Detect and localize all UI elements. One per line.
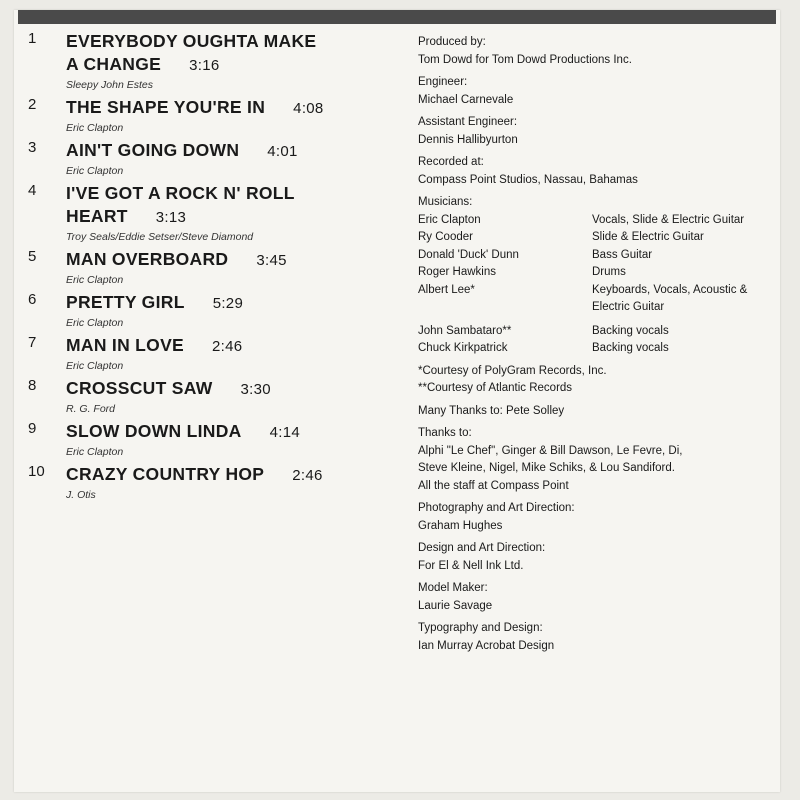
- credit-value: Tom Dowd for Tom Dowd Productions Inc.: [418, 53, 632, 66]
- musician-role: Vocals, Slide & Electric Guitar: [592, 213, 745, 226]
- track-item: [24, 139, 404, 178]
- track-duration: 3:16: [189, 57, 220, 74]
- musician-role: Backing vocals: [592, 324, 669, 337]
- musician-name: Albert Lee*: [418, 283, 475, 296]
- track-writer: Eric Clapton: [66, 122, 124, 134]
- track-writer: Eric Clapton: [66, 165, 124, 177]
- musician-role: Bass Guitar: [592, 248, 653, 261]
- track-title: THE SHAPE YOU'RE IN: [66, 97, 266, 117]
- credit-typography: [418, 620, 778, 655]
- musician-role: Backing vocals: [592, 342, 669, 354]
- track-writer: Sleepy John Estes: [66, 79, 153, 91]
- track-title-row: [24, 334, 404, 358]
- musician-name: Eric Clapton: [418, 213, 481, 226]
- track-writer: Eric Clapton: [66, 360, 124, 372]
- credit-label: Photography and Art Direction:: [418, 502, 575, 514]
- track-title-line2: HEART: [66, 206, 128, 226]
- track-title: CRAZY COUNTRY HOP: [66, 464, 265, 484]
- thanks-line: Steve Kleine, Nigel, Mike Schiks, & Lou Sandiford.: [418, 462, 675, 474]
- musician-name: Roger Hawkins: [418, 266, 496, 278]
- track-item: [24, 377, 404, 416]
- thanks-line: All the staff at Compass Point: [418, 479, 569, 492]
- track-title: PRETTY GIRL: [66, 292, 185, 312]
- credit-value: For El & Nell Ink Ltd.: [418, 559, 524, 572]
- musicians-list: [418, 212, 778, 358]
- track-title-line2: A CHANGE: [66, 54, 162, 74]
- track-number: 10: [28, 463, 45, 480]
- track-title-cont: [24, 205, 404, 229]
- credit-label: Engineer:: [418, 76, 468, 88]
- credit-value: Michael Carnevale: [418, 93, 514, 106]
- credit-produced: [418, 34, 778, 69]
- credit-model-maker: [418, 580, 778, 615]
- track-duration: 4:08: [293, 100, 324, 117]
- track-writer: Eric Clapton: [66, 317, 124, 329]
- track-title-row: [24, 139, 404, 163]
- track-number: 8: [28, 377, 37, 394]
- musician-role: Electric Guitar: [592, 301, 665, 313]
- many-thanks-text: Many Thanks to: Pete Solley: [418, 404, 565, 417]
- track-title: MAN IN LOVE: [66, 335, 185, 355]
- credit-value: Compass Point Studios, Nassau, Bahamas: [418, 173, 638, 186]
- credit-label: Assistant Engineer:: [418, 116, 518, 128]
- track-item: [24, 463, 404, 502]
- track-number: 4: [28, 182, 37, 199]
- track-title-cont: [24, 53, 404, 77]
- track-item: [24, 420, 404, 459]
- credits-column: [418, 34, 778, 660]
- track-number: 9: [28, 420, 37, 437]
- track-title: SLOW DOWN LINDA: [66, 421, 242, 441]
- credit-musicians: [418, 194, 778, 358]
- top-dark-band: [18, 10, 776, 24]
- track-item: [24, 182, 404, 244]
- credit-label: Musicians:: [418, 196, 473, 208]
- track-item: [24, 291, 404, 330]
- track-list: [24, 30, 404, 506]
- credit-value: Laurie Savage: [418, 599, 493, 612]
- track-title-row: [24, 291, 404, 315]
- musician-name: Ry Cooder: [418, 231, 473, 243]
- musician-role: Keyboards, Vocals, Acoustic &: [592, 283, 748, 296]
- credit-label: Model Maker:: [418, 582, 488, 594]
- track-title-row: [24, 463, 404, 487]
- courtesy-polygram: *Courtesy of PolyGram Records, Inc.: [418, 364, 607, 377]
- track-duration: 3:45: [256, 252, 287, 269]
- musician-name: Chuck Kirkpatrick: [418, 342, 508, 354]
- musician-name: Donald 'Duck' Dunn: [418, 248, 519, 261]
- track-writer: J. Otis: [66, 489, 96, 501]
- musician-name: [418, 299, 592, 317]
- track-duration: 2:46: [212, 338, 243, 355]
- credit-engineer: [418, 74, 778, 109]
- musician-name: John Sambataro**: [418, 324, 512, 337]
- credit-assistant-engineer: [418, 114, 778, 149]
- track-writer: Eric Clapton: [66, 446, 124, 458]
- track-number: 1: [28, 30, 37, 47]
- thanks-line: Alphi "Le Chef", Ginger & Bill Dawson, Le Fevre, Di,: [418, 444, 683, 457]
- track-title: CROSSCUT SAW: [66, 378, 213, 398]
- track-writer: R. G. Ford: [66, 403, 116, 415]
- track-title-row: [24, 420, 404, 444]
- credit-value: Graham Hughes: [418, 519, 503, 532]
- track-duration: 3:30: [240, 381, 271, 398]
- track-number: 3: [28, 139, 37, 156]
- musician-role: Slide & Electric Guitar: [592, 231, 704, 243]
- track-title: MAN OVERBOARD: [66, 249, 229, 269]
- credit-courtesy: [418, 363, 778, 398]
- credit-value: Dennis Hallibyurton: [418, 133, 518, 146]
- track-writer: Eric Clapton: [66, 274, 124, 286]
- track-title-row: [24, 96, 404, 120]
- track-number: 5: [28, 248, 37, 265]
- track-item: [24, 96, 404, 135]
- credit-recorded: [418, 154, 778, 189]
- courtesy-atlantic: **Courtesy of Atlantic Records: [418, 382, 573, 394]
- credit-label: Thanks to:: [418, 427, 472, 439]
- track-title: EVERYBODY OUGHTA MAKE: [66, 31, 317, 51]
- track-number: 2: [28, 96, 37, 113]
- track-duration: 4:14: [269, 424, 300, 441]
- track-item: [24, 334, 404, 373]
- track-item: [24, 248, 404, 287]
- musician-role: Drums: [592, 266, 626, 278]
- track-duration: 2:46: [292, 467, 323, 484]
- track-number: 7: [28, 334, 37, 351]
- track-duration: 5:29: [212, 295, 244, 312]
- credit-design: [418, 540, 778, 575]
- credit-label: Typography and Design:: [418, 622, 543, 634]
- credit-photography: [418, 500, 778, 535]
- track-title-row: [24, 377, 404, 401]
- track-title: AIN'T GOING DOWN: [66, 140, 240, 160]
- credit-many-thanks: [418, 403, 778, 421]
- track-duration: 3:13: [155, 209, 187, 226]
- credit-value: Ian Murray Acrobat Design: [418, 639, 555, 652]
- credit-label: Produced by:: [418, 36, 486, 48]
- credit-label: Design and Art Direction:: [418, 542, 546, 554]
- track-duration: 4:01: [267, 143, 298, 160]
- track-number: 6: [28, 291, 37, 308]
- track-title: I'VE GOT A ROCK N' ROLL: [66, 183, 295, 203]
- credit-label: Recorded at:: [418, 156, 484, 168]
- credit-thanks: [418, 425, 778, 495]
- track-title-row: [24, 248, 404, 272]
- track-item: [24, 30, 404, 92]
- track-writer: Troy Seals/Eddie Setser/Steve Diamond: [66, 231, 254, 243]
